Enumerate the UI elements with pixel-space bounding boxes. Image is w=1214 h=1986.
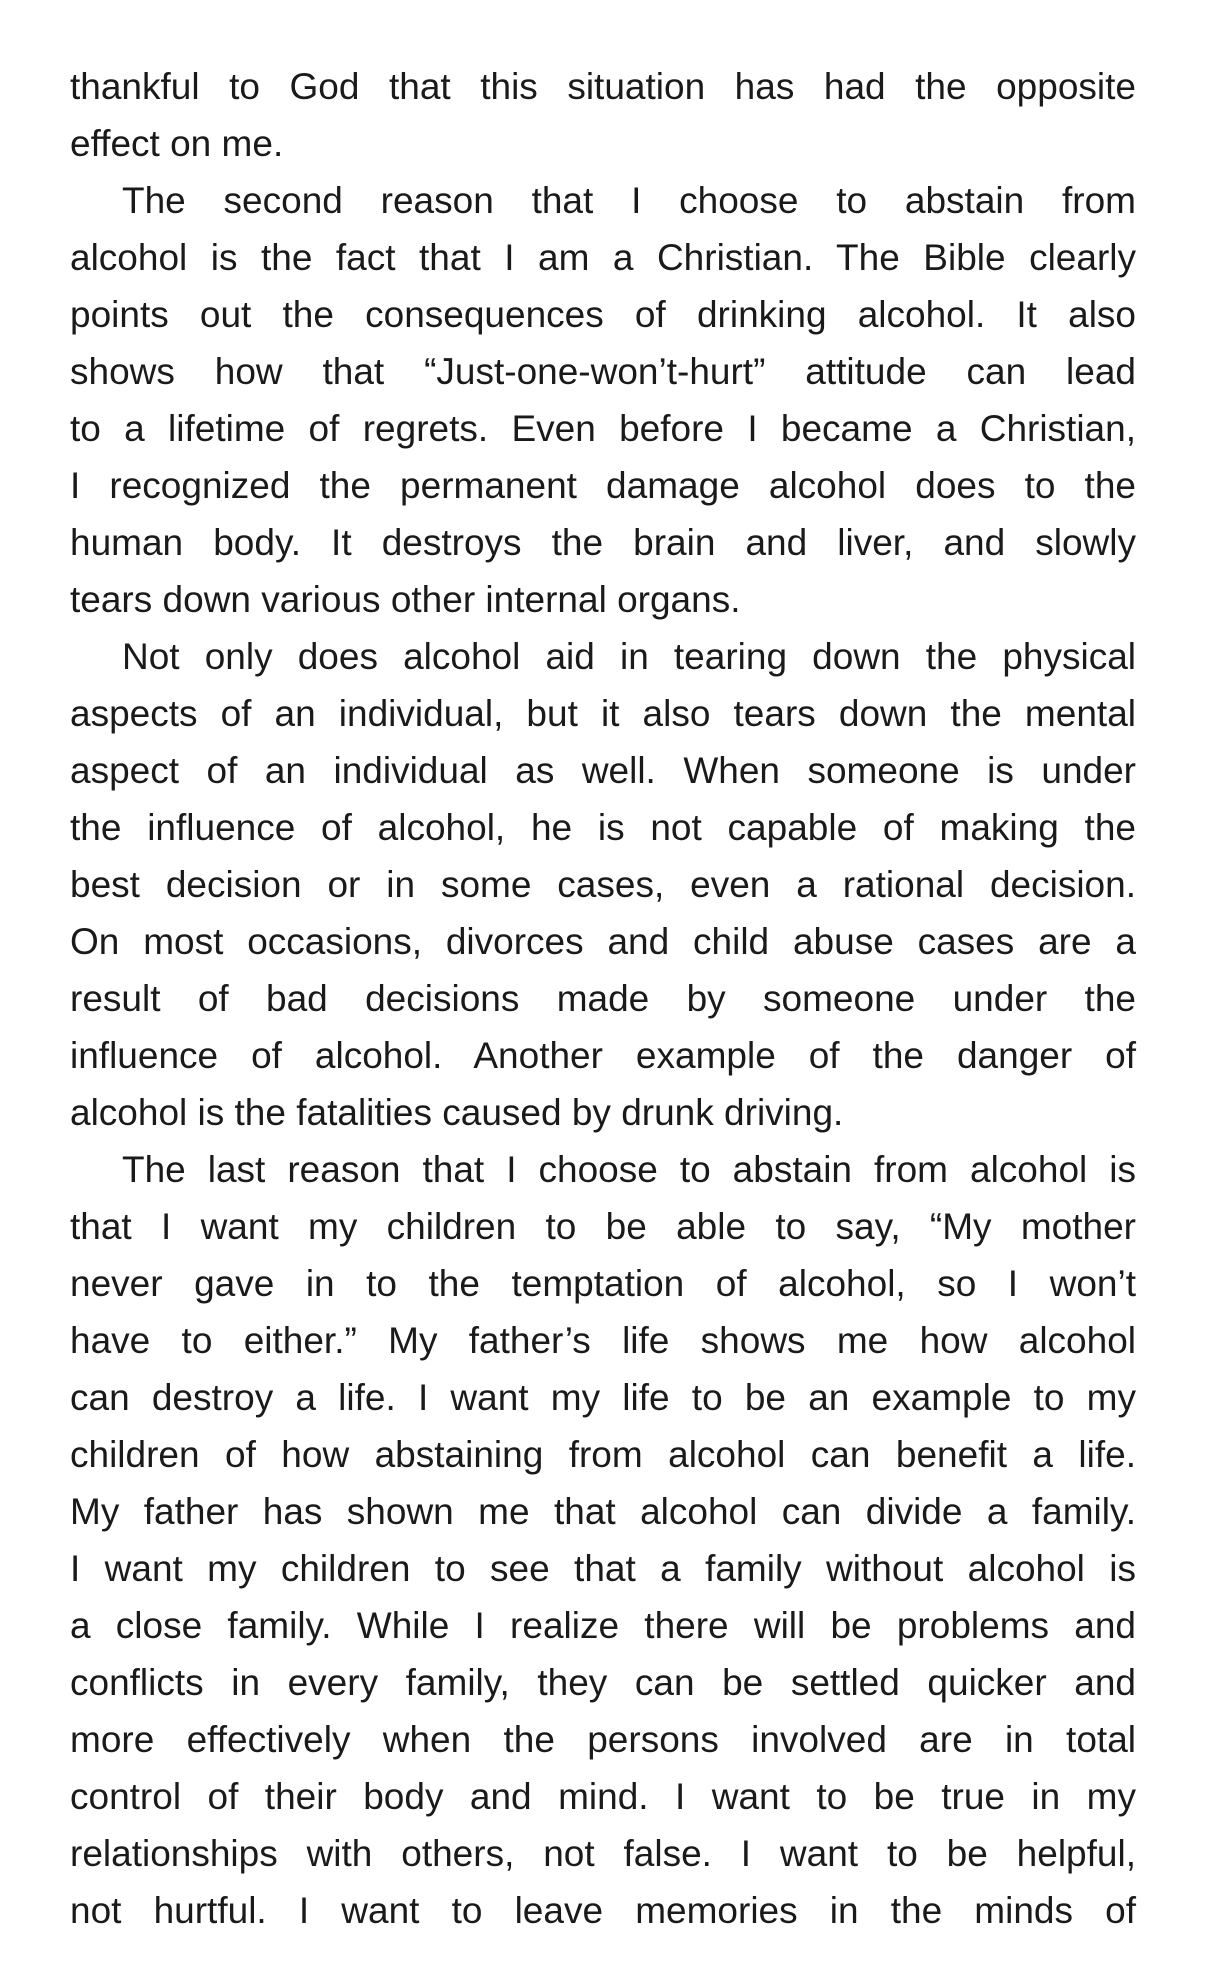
text-line: aspect of an individual as well. When someone is under bbox=[70, 750, 1136, 791]
text-line: My father has shown me that alcohol can divide a family. bbox=[70, 1491, 1136, 1532]
text-line: never gave in to the temptation of alcohol, so I won’t bbox=[70, 1263, 1136, 1304]
text-line: children of how abstaining from alcohol can benefit a life. bbox=[70, 1434, 1136, 1475]
text-line: have to either.” My father’s life shows me how alcohol bbox=[70, 1320, 1136, 1361]
text-line: The second reason that I choose to abstain from bbox=[122, 180, 1136, 221]
text-line: tears down various other internal organs. bbox=[70, 579, 741, 620]
text-line: relationships with others, not false. I want to be helpful, bbox=[70, 1833, 1136, 1874]
text-line: points out the consequences of drinking alcohol. It also bbox=[70, 294, 1136, 335]
text-line: not hurtful. I want to leave memories in the minds of bbox=[70, 1890, 1136, 1931]
text-line: conflicts in every family, they can be settled quicker and bbox=[70, 1662, 1136, 1703]
text-line: to a lifetime of regrets. Even before I became a Christian, bbox=[70, 408, 1136, 449]
text-line: I want my children to see that a family without alcohol is bbox=[70, 1548, 1136, 1589]
text-line: a close family. While I realize there will be problems and bbox=[70, 1605, 1136, 1646]
text-line: best decision or in some cases, even a rational decision. bbox=[70, 864, 1136, 905]
text-line: aspects of an individual, but it also tears down the mental bbox=[70, 693, 1136, 734]
text-line: alcohol is the fatalities caused by drunk driving. bbox=[70, 1092, 844, 1133]
text-line: shows how that “Just-one-won’t-hurt” attitude can lead bbox=[70, 351, 1136, 392]
text-line: result of bad decisions made by someone under the bbox=[70, 978, 1136, 1019]
text-line: can destroy a life. I want my life to be an example to my bbox=[70, 1377, 1136, 1418]
text-line: Not only does alcohol aid in tearing down the physical bbox=[122, 636, 1136, 677]
text-line: human body. It destroys the brain and liver, and slowly bbox=[70, 522, 1136, 563]
text-line: The last reason that I choose to abstain from alcohol is bbox=[122, 1149, 1136, 1190]
text-line: control of their body and mind. I want to be true in my bbox=[70, 1776, 1136, 1817]
text-line: thankful to God that this situation has had the opposite bbox=[70, 66, 1136, 107]
document-page-body bbox=[70, 58, 1136, 1939]
text-line: effect on me. bbox=[70, 123, 284, 164]
text-line: I recognized the permanent damage alcohol does to the bbox=[70, 465, 1136, 506]
text-line: On most occasions, divorces and child abuse cases are a bbox=[70, 921, 1136, 962]
text-line: alcohol is the fact that I am a Christian. The Bible clearly bbox=[70, 237, 1136, 278]
text-line: that I want my children to be able to say, “My mother bbox=[70, 1206, 1136, 1247]
text-line: the influence of alcohol, he is not capable of making the bbox=[70, 807, 1136, 848]
text-line: more effectively when the persons involved are in total bbox=[70, 1719, 1136, 1760]
text-line: influence of alcohol. Another example of the danger of bbox=[70, 1035, 1136, 1076]
